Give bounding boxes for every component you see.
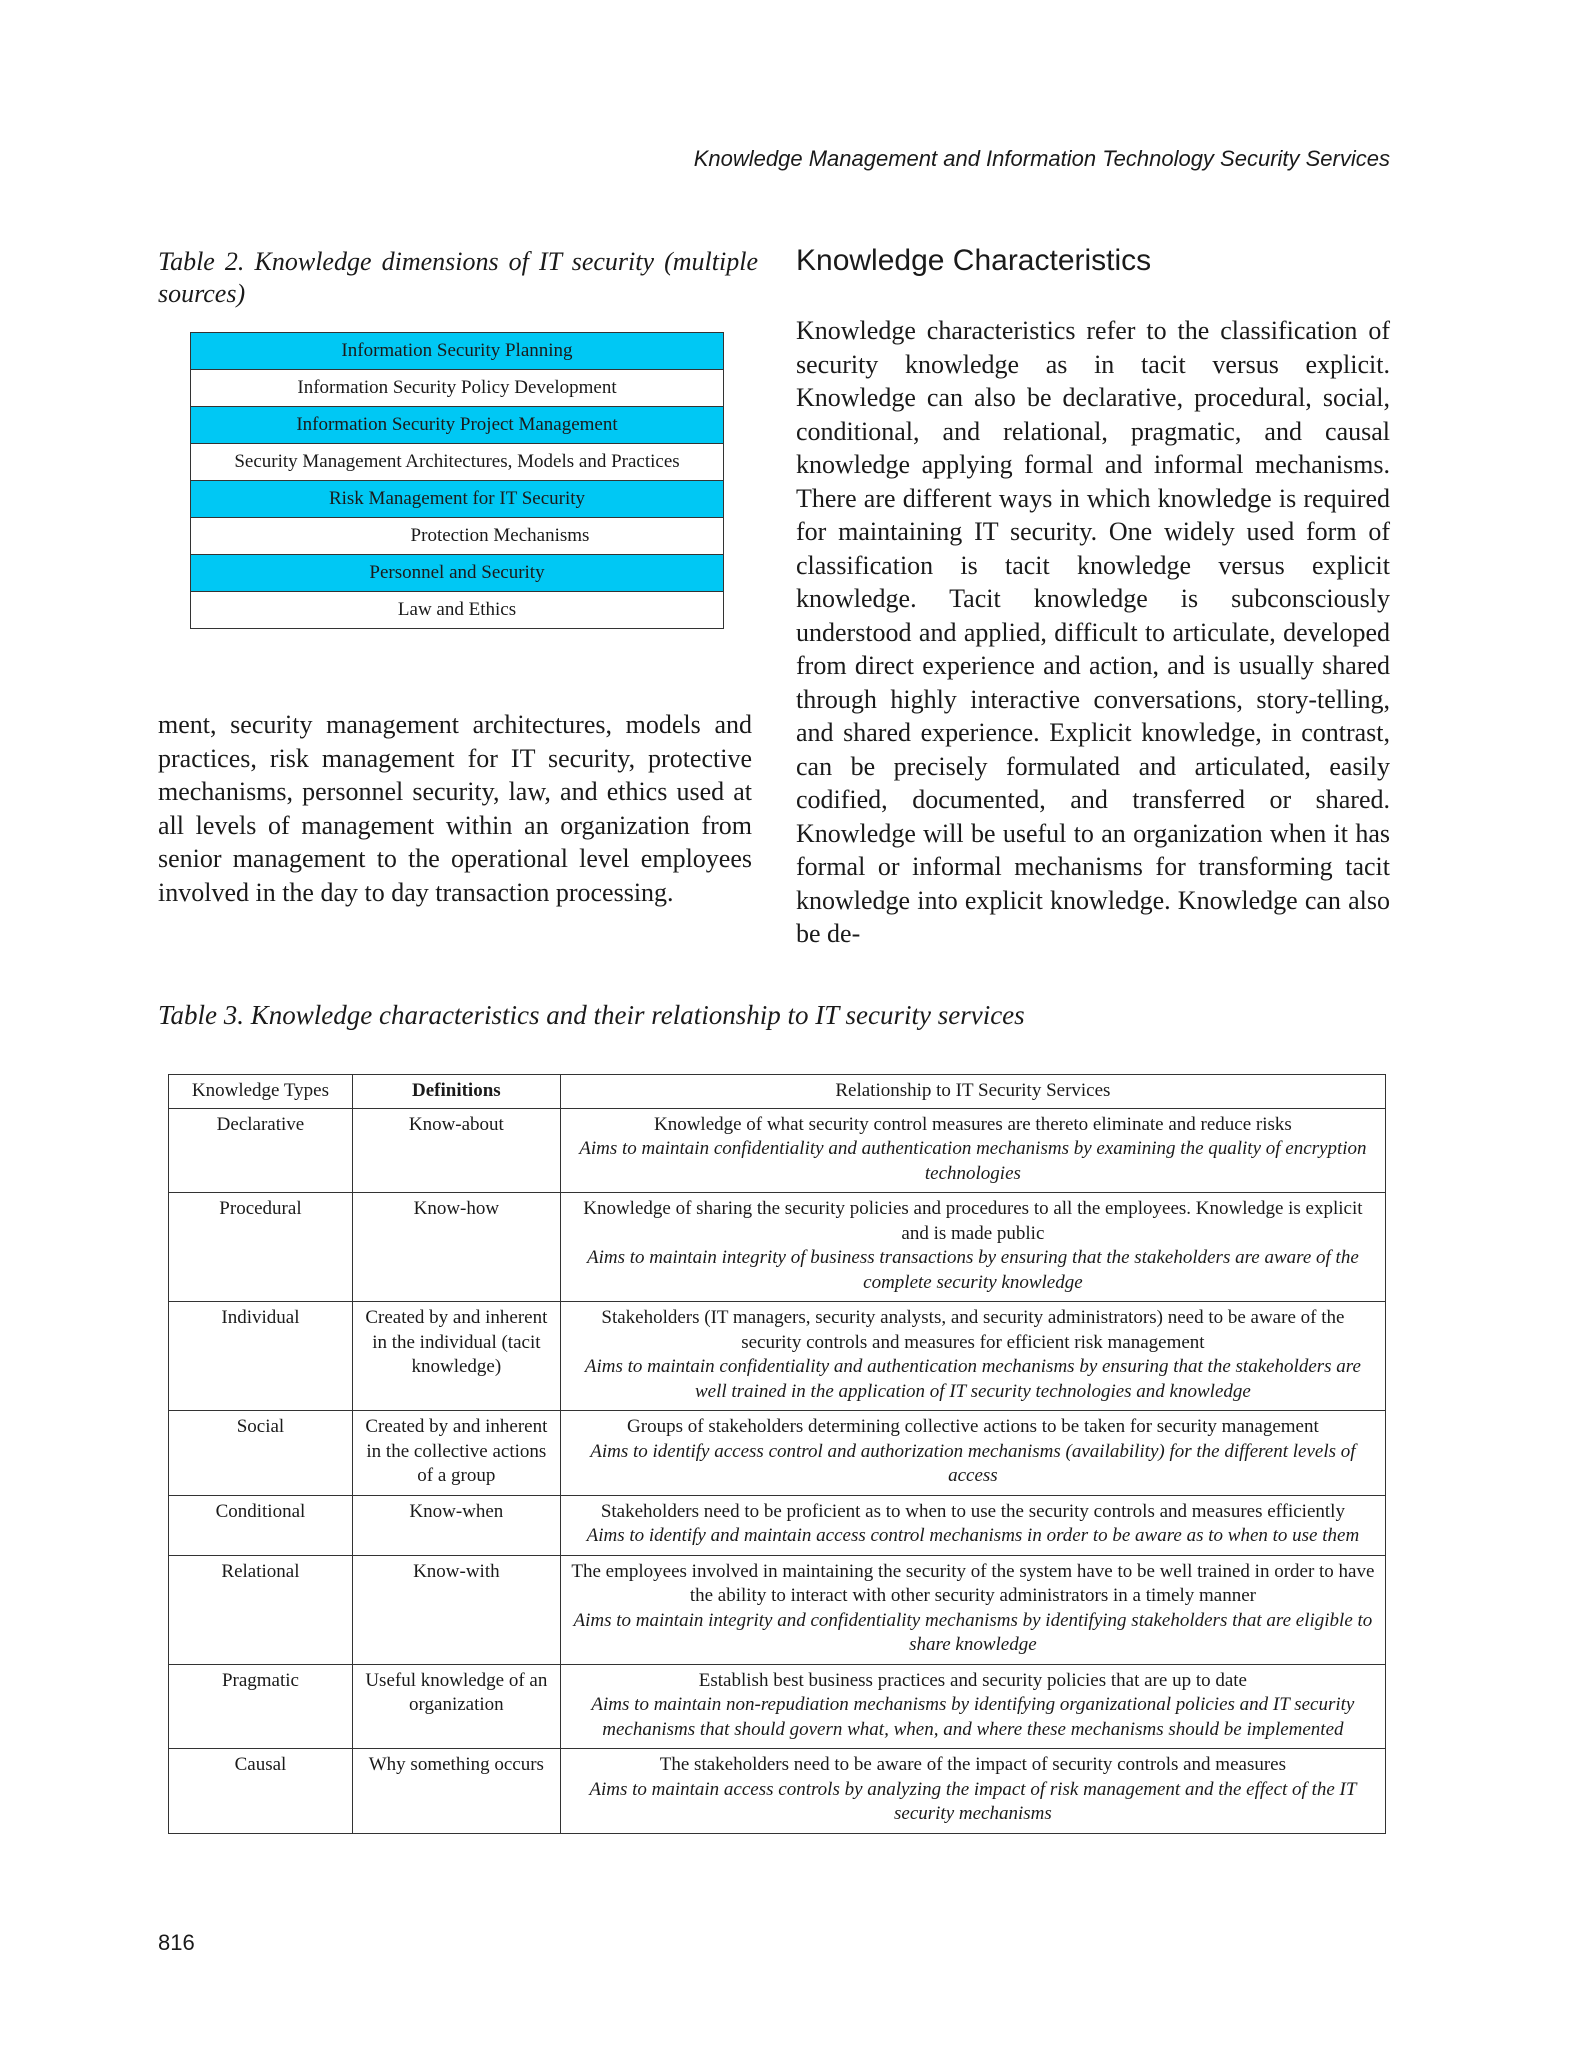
running-header: Knowledge Management and Information Technology Security Services: [693, 146, 1390, 171]
definition-cell: Know-how: [352, 1193, 560, 1302]
table3-header-row: [169, 1075, 1386, 1109]
relationship-cell: [560, 1555, 1385, 1664]
left-column-paragraph: ment, security management architectures, models and practices, risk management for IT security, protective mechanisms, personnel security, law, and ethics used at all levels of management within an organization from senior management to the operational level employees involved in the day to day transaction processing.: [158, 710, 752, 907]
table2-caption: Table 2. Knowledge dimensions of IT security (multiple sources): [158, 247, 758, 308]
table2-cell: Security Management Architectures, Models and Practices: [191, 444, 724, 481]
table3-caption: Table 3. Knowledge characteristics and their relationship to IT security services: [158, 1000, 1025, 1030]
definition-cell: Why something occurs: [352, 1749, 560, 1834]
relationship-cell: [560, 1411, 1385, 1496]
table2: [190, 332, 724, 629]
page-number: 816: [158, 1930, 195, 1955]
knowledge-type-cell: Declarative: [169, 1108, 353, 1193]
knowledge-type-cell: Social: [169, 1411, 353, 1496]
relationship-text: Stakeholders need to be proficient as to when to use the security controls and measures efficiently: [600, 1500, 1345, 1522]
table2-cell: Law and Ethics: [191, 592, 724, 629]
aim-text: Aims to maintain confidentiality and authentication mechanisms by ensuring that the stakeholders are well trained in the application of IT security technologies and knowledge: [584, 1356, 1361, 1402]
table-row: [169, 1555, 1386, 1664]
header-relationship: Relationship to IT Security Services: [560, 1075, 1385, 1109]
header-knowledge-types: Knowledge Types: [169, 1075, 353, 1109]
relationship-text: The stakeholders need to be aware of the impact of security controls and measures: [659, 1754, 1287, 1775]
relationship-text: Establish best business practices and security policies that are up to date: [698, 1669, 1247, 1691]
relationship-text: The employees involved in maintaining the security of the system have to be well trained in order to have the ability to interact with other security administrators in a timely manner: [571, 1560, 1375, 1606]
table-row: [169, 1108, 1386, 1193]
table2-row: [191, 444, 724, 481]
table2-row: [191, 518, 724, 555]
knowledge-type-cell: Conditional: [169, 1495, 353, 1555]
table2-cell: Risk Management for IT Security: [191, 481, 724, 518]
relationship-cell: [560, 1108, 1385, 1193]
table2-row: [191, 555, 724, 592]
table2-cell: Personnel and Security: [191, 555, 724, 592]
knowledge-type-cell: Procedural: [169, 1193, 353, 1302]
table2-row: [191, 333, 724, 370]
relationship-text: Knowledge of sharing the security policies and procedures to all the employees. Knowledge is explicit and is made public: [583, 1198, 1363, 1244]
definition-cell: Know-when: [352, 1495, 560, 1555]
table2-row: [191, 370, 724, 407]
definition-cell: Know-about: [352, 1108, 560, 1193]
table2-cell: Information Security Policy Development: [191, 370, 724, 407]
definition-cell: Created by and inherent in the collective actions of a group: [352, 1411, 560, 1496]
table2-cell: Information Security Planning: [191, 333, 724, 370]
aim-text: Aims to maintain integrity of business transactions by ensuring that the stakeholders are aware of the complete security knowledge: [587, 1247, 1359, 1293]
aim-text: Aims to maintain access controls by analyzing the impact of risk management and the effect of the IT security mechanisms: [589, 1778, 1357, 1824]
table2-row: [191, 481, 724, 518]
table-row: [169, 1749, 1386, 1834]
table-row: [169, 1302, 1386, 1411]
knowledge-type-cell: Relational: [169, 1555, 353, 1664]
relationship-cell: [560, 1495, 1385, 1555]
aim-text: Aims to maintain integrity and confidentiality mechanisms by identifying stakeholders that are eligible to share knowledge: [573, 1609, 1373, 1655]
table-row: [169, 1193, 1386, 1302]
relationship-text: Stakeholders (IT managers, security analysts, and security administrators) need to be aware of the security controls and measures for efficient risk management: [601, 1307, 1345, 1353]
knowledge-type-cell: Pragmatic: [169, 1664, 353, 1749]
header-definitions: Definitions: [352, 1075, 560, 1109]
relationship-text: Knowledge of what security control measures are thereto eliminate and reduce risks: [653, 1113, 1292, 1135]
relationship-text: Groups of stakeholders determining collective actions to be taken for security management: [627, 1416, 1319, 1437]
section-heading: Knowledge Characteristics: [796, 244, 1152, 277]
table-row: [169, 1411, 1386, 1496]
table3: [168, 1074, 1386, 1834]
aim-text: Aims to maintain confidentiality and authentication mechanisms by examining the quality of encryption technologies: [579, 1138, 1367, 1184]
definition-cell: Know-with: [352, 1555, 560, 1664]
table2-row: [191, 407, 724, 444]
table2-cell: Information Security Project Management: [191, 407, 724, 444]
right-column-paragraph: Knowledge characteristics refer to the classification of security knowledge as in tacit versus explicit. Knowledge can also be declarative, procedural, social, conditional, and relational, pragmatic, and causal knowledge applying formal and informal mechanisms. There are different ways in which knowledge is required for maintaining IT security. One widely used form of classification is tacit knowledge versus explicit knowledge. Tacit knowledge is subconsciously understood and applied, difficult to articulate, developed from direct experience and action, and is usually shared through highly interactive conversations, story-telling, and shared experience. Explicit knowledge, in contrast, can be precisely formulated and articulated, easily codified, documented, and transferred or shared. Knowledge will be useful to an organization when it has formal or informal mechanisms for transforming tacit knowledge into explicit knowledge. Knowledge can also be de-: [796, 316, 1390, 948]
aim-text: Aims to identify access control and authorization mechanisms (availability) for the different levels of access: [590, 1440, 1356, 1486]
table-row: [169, 1495, 1386, 1555]
aim-text: Aims to identify and maintain access control mechanisms in order to be aware as to when to use them: [586, 1525, 1360, 1546]
relationship-cell: [560, 1664, 1385, 1749]
relationship-cell: [560, 1193, 1385, 1302]
knowledge-type-cell: Causal: [169, 1749, 353, 1834]
table2-row: [191, 592, 724, 629]
knowledge-type-cell: Individual: [169, 1302, 353, 1411]
table2-cell: Protection Mechanisms: [191, 518, 724, 555]
aim-text: Aims to maintain non-repudiation mechanisms by identifying organizational policies and IT security mechanisms that should govern what, when, and where these mechanisms should be implemented: [591, 1694, 1355, 1740]
definition-cell: Created by and inherent in the individual (tacit knowledge): [352, 1302, 560, 1411]
relationship-cell: [560, 1749, 1385, 1834]
relationship-cell: [560, 1302, 1385, 1411]
table-row: [169, 1664, 1386, 1749]
definition-cell: Useful knowledge of an organization: [352, 1664, 560, 1749]
